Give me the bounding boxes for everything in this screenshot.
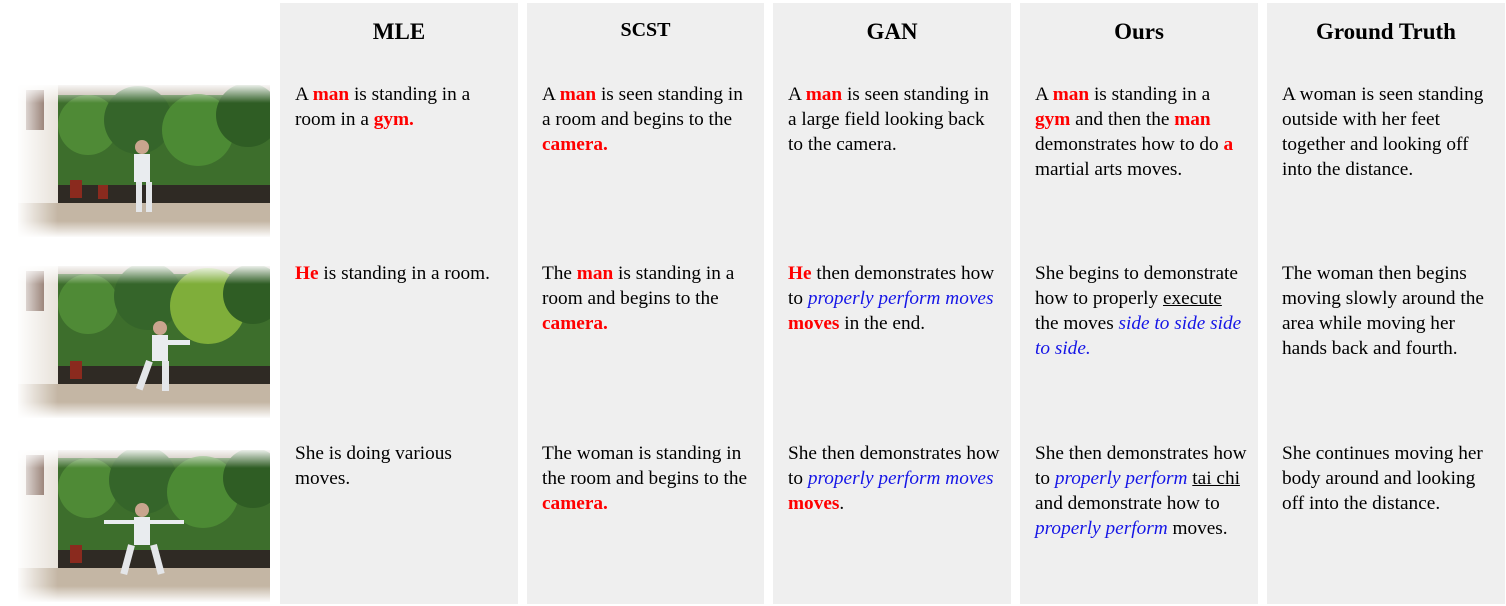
column-header-mle: MLE [372, 19, 426, 44]
column-ground-truth [1267, 3, 1505, 604]
caption-text: A [1035, 84, 1053, 105]
caption-text: martial arts moves. [1035, 159, 1183, 180]
caption-text: is standing in a [1089, 84, 1211, 105]
caption-ours-1 [1035, 82, 1248, 182]
caption-scst-2 [542, 261, 754, 336]
column-header-ground-truth: Ground Truth [1316, 19, 1456, 44]
error-word: moves [788, 313, 840, 334]
caption-text: The woman then begins moving slowly around the area while moving her hands back and fourth. [1282, 263, 1484, 359]
caption-gan-1 [788, 82, 1001, 157]
column-header-ours: Ours [1114, 19, 1164, 44]
repeated-phrase: properly perform [1035, 518, 1168, 539]
error-word: He [788, 263, 812, 284]
error-word: moves [788, 493, 840, 514]
caption-mle-3 [295, 441, 508, 491]
caption-text: She continues moving her body around and looking off into the distance. [1282, 443, 1483, 514]
caption-gt-2 [1282, 261, 1495, 361]
error-word: camera. [542, 134, 608, 155]
caption-text: moves. [1167, 518, 1228, 539]
caption-text: and demonstrate how to [1035, 493, 1220, 514]
column-scst [527, 3, 764, 604]
caption-text: is standing in a room. [318, 263, 490, 284]
caption-gan-2 [788, 261, 1001, 336]
error-word: a [1223, 134, 1234, 155]
caption-text: is standing in a room in a [295, 84, 471, 130]
underlined-word: tai chi [1192, 468, 1240, 489]
error-word: camera. [542, 313, 608, 334]
error-word: gym. [373, 109, 414, 130]
repeated-phrase: properly perform [1054, 468, 1188, 489]
caption-text: A [295, 84, 313, 105]
caption-ours-2 [1035, 261, 1248, 361]
caption-text: . [839, 493, 845, 514]
caption-text: is seen standing in a large field looking back to the camera. [788, 84, 989, 155]
caption-text: The [542, 263, 577, 284]
caption-text: is seen standing in a room and begins to the [542, 84, 743, 130]
repeated-phrase: properly perform moves [807, 288, 994, 309]
error-word: man [312, 84, 350, 105]
caption-text: She then demonstrates how to [1035, 443, 1247, 489]
error-word: man [576, 263, 614, 284]
caption-text: is standing in a room and begins to the [542, 263, 735, 309]
caption-scst-3 [542, 441, 754, 516]
error-word: gym [1035, 109, 1071, 130]
caption-gt-1 [1282, 82, 1495, 182]
video-frame-1 [18, 85, 270, 237]
caption-gan-3 [788, 441, 1001, 516]
caption-text: She then demonstrates how to [788, 443, 1000, 489]
column-mle [280, 3, 518, 604]
error-word: man [559, 84, 597, 105]
repeated-phrase: side to side side to side. [1035, 313, 1242, 359]
error-word: man [1052, 84, 1090, 105]
error-word: He [295, 263, 319, 284]
caption-text: A [788, 84, 806, 105]
column-header-scst: SCST [620, 19, 671, 41]
column-ours [1020, 3, 1258, 604]
caption-text: A woman is seen standing outside with her feet together and looking off into the distance. [1282, 84, 1484, 180]
repeated-phrase: properly perform moves [807, 468, 994, 489]
error-word: man [1174, 109, 1211, 130]
column-header-gan: GAN [866, 19, 918, 44]
caption-text: in the end. [839, 313, 926, 334]
error-word: camera. [542, 493, 608, 514]
caption-mle-2 [295, 261, 508, 286]
caption-text: then demonstrates how to [788, 263, 995, 309]
caption-text: and then the [1070, 109, 1175, 130]
caption-mle-1 [295, 82, 508, 132]
caption-gt-3 [1282, 441, 1495, 516]
column-gan [773, 3, 1011, 604]
caption-text: The woman is standing in the room and begins to the [542, 443, 748, 489]
caption-text: A [542, 84, 560, 105]
error-word: man [805, 84, 843, 105]
caption-text: She begins to demonstrate how to properly [1035, 263, 1238, 309]
caption-text: She is doing various moves. [295, 443, 452, 489]
caption-text: the moves [1035, 313, 1119, 334]
caption-text: demonstrates how to do [1035, 134, 1224, 155]
caption-ours-3 [1035, 441, 1248, 541]
underlined-word: execute [1162, 288, 1222, 309]
video-frame-2 [18, 266, 270, 418]
video-frame-3 [18, 450, 270, 602]
caption-scst-1 [542, 82, 754, 157]
